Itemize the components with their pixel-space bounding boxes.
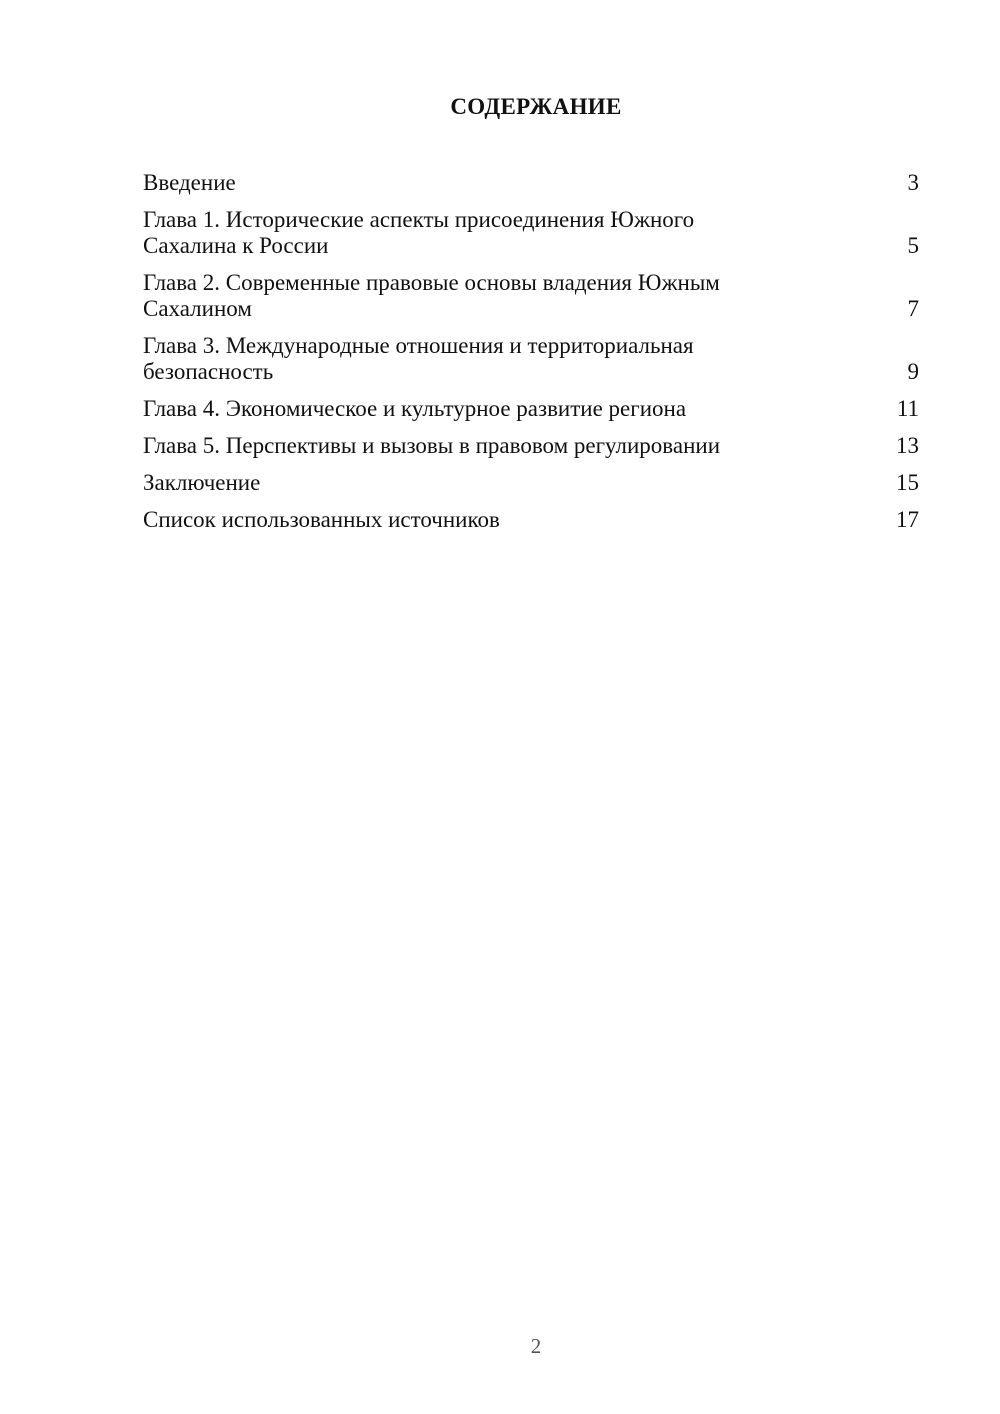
toc-entry-label: Заключение (143, 470, 261, 495)
toc-entry (143, 507, 919, 533)
toc-entry-label: Список использованных источников (143, 507, 500, 532)
page-title: СОДЕРЖАНИЕ (450, 94, 622, 119)
toc-entry (143, 433, 919, 459)
toc-entry-label: Введение (143, 170, 236, 195)
toc-entry-page: 17 (896, 507, 919, 532)
toc-entry-page: 7 (907, 296, 919, 321)
page-number: 2 (530, 1334, 542, 1358)
toc-entry (143, 170, 919, 196)
toc-entry-label: Глава 4. Экономическое и культурное развитие региона (143, 396, 687, 421)
toc-entry-page: 11 (896, 396, 919, 421)
toc-entry (143, 470, 919, 496)
toc-entry-page: 9 (907, 359, 919, 384)
toc-entry-page: 13 (896, 433, 919, 458)
table-of-contents (143, 170, 919, 544)
toc-entry-label: Глава 3. Международные отношения и территориальная безопасность (143, 333, 694, 384)
toc-entry-page: 15 (896, 470, 919, 495)
toc-entry-page: 3 (907, 170, 919, 195)
toc-entry-label: Глава 5. Перспективы и вызовы в правовом регулировании (143, 433, 720, 458)
toc-entry (143, 333, 919, 385)
toc-entry-page: 5 (907, 233, 919, 258)
toc-entry-label: Глава 2. Современные правовые основы владения Южным Сахалином (143, 270, 720, 321)
toc-entry (143, 270, 919, 322)
toc-entry (143, 207, 919, 259)
toc-entry (143, 396, 919, 422)
toc-entry-label: Глава 1. Исторические аспекты присоединения Южного Сахалина к России (143, 207, 695, 258)
